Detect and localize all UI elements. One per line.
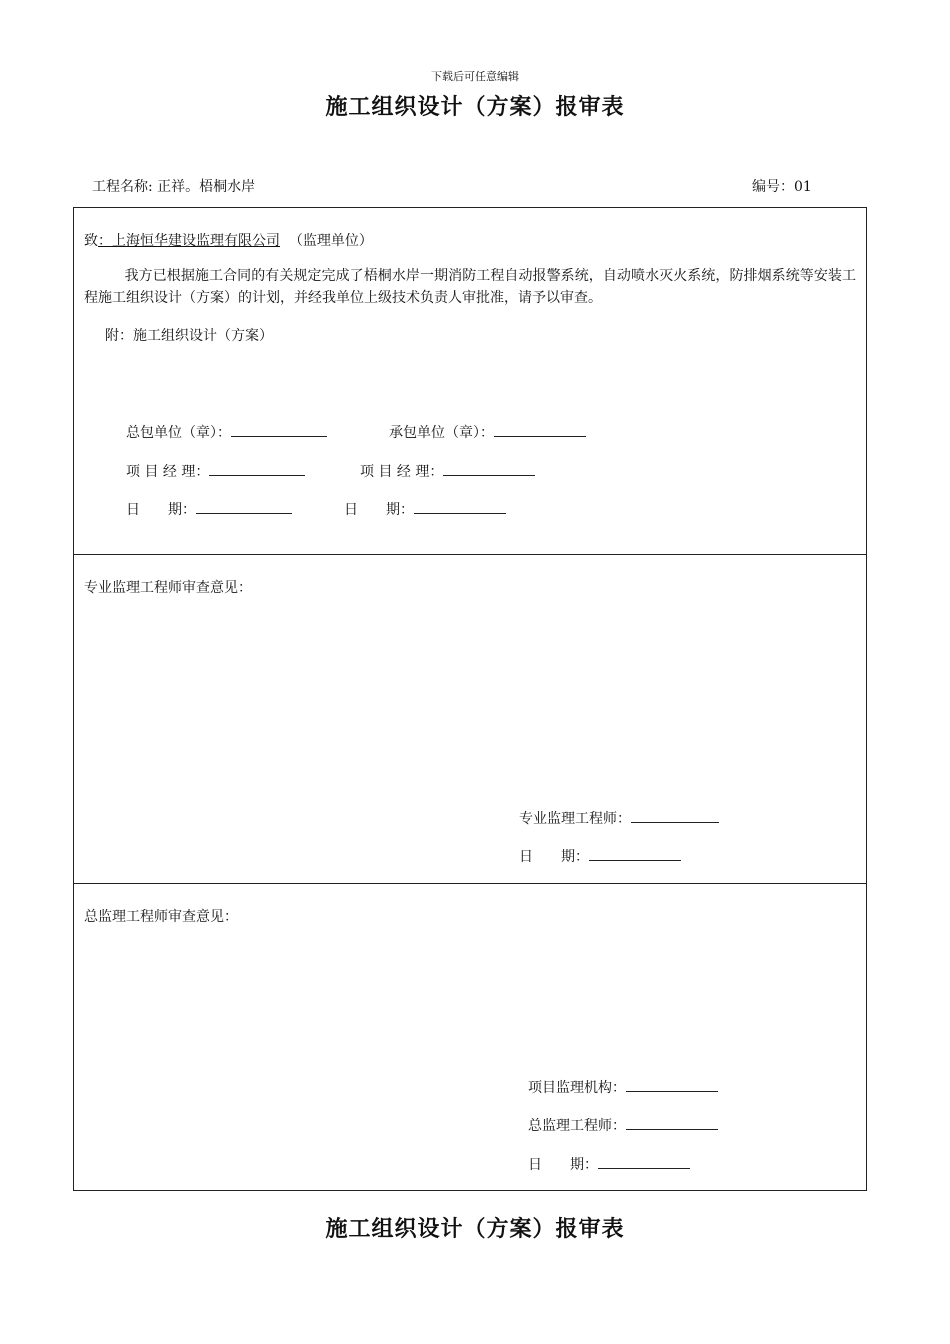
- project-label: 工程名称:: [92, 179, 153, 195]
- general-contractor-label: 总包单位（章）：: [126, 425, 231, 441]
- number-label: 编号：: [752, 179, 794, 195]
- general-contractor-blank: [231, 423, 327, 437]
- document-number: [752, 176, 812, 196]
- chief-engineer-label: 总监理工程师：: [528, 1118, 626, 1134]
- supervision-unit-name: ：上海恒华建设监理有限公司: [98, 233, 280, 249]
- project-value: 正祥。梧桐水岸: [157, 179, 256, 195]
- sub-pm-blank: [443, 462, 535, 476]
- specialist-engineer-label: 专业监理工程师：: [519, 811, 631, 827]
- general-date-blank: [196, 500, 292, 514]
- specialist-review-section: [74, 555, 866, 884]
- footer-title: 施工组织设计（方案）报审表: [325, 1216, 625, 1242]
- sub-date-line: [344, 499, 506, 519]
- addressee-line: [84, 230, 373, 250]
- subcontractor-blank: [494, 423, 586, 437]
- supervision-org-line: [528, 1077, 718, 1097]
- attachment-line: 附：施工组织设计（方案）: [105, 328, 273, 344]
- sub-pm-line: [360, 461, 535, 481]
- chief-engineer-line: [528, 1115, 718, 1135]
- review-form-table: [73, 207, 867, 1191]
- specialist-engineer-line: [519, 808, 719, 828]
- supervision-org-label: 项目监理机构：: [528, 1080, 626, 1096]
- subcontractor-label: 承包单位（章）：: [389, 425, 494, 441]
- submission-body-text: 我方已根据施工合同的有关规定完成了梧桐水岸一期消防工程自动报警系统，自动喷水灭火系统，防排烟系统等安装工程施工组织设计（方案）的计划，并经我单位上级技术负责人审批准，请予以审查。: [84, 268, 856, 306]
- specialist-date-blank: [589, 847, 681, 861]
- general-date-line: [126, 499, 292, 519]
- chief-date-blank: [598, 1155, 690, 1169]
- chief-engineer-blank: [626, 1116, 718, 1130]
- general-date-label: 日 期：: [126, 502, 196, 518]
- specialist-date-line: [519, 846, 681, 866]
- chief-review-heading: 总监理工程师审查意见：: [84, 909, 238, 925]
- chief-date-line: [528, 1154, 690, 1174]
- number-value: 01: [794, 179, 812, 195]
- general-pm-line: [126, 461, 305, 481]
- watermark-text: 下载后可任意编辑: [431, 70, 519, 83]
- addressee-suffix: （监理单位）: [288, 233, 373, 249]
- sub-pm-label: 项 目 经 理：: [360, 464, 444, 480]
- sub-date-blank: [414, 500, 506, 514]
- specialist-date-label: 日 期：: [519, 849, 589, 865]
- general-pm-label: 项 目 经 理：: [126, 464, 210, 480]
- sub-date-label: 日 期：: [344, 502, 414, 518]
- general-pm-blank: [209, 462, 305, 476]
- page-title: 施工组织设计（方案）报审表: [325, 94, 625, 120]
- specialist-review-heading: 专业监理工程师审查意见：: [84, 580, 252, 596]
- project-name: [92, 176, 255, 196]
- addressee-prefix: 致: [84, 233, 98, 249]
- chief-date-label: 日 期：: [528, 1157, 598, 1173]
- subcontractor-seal-line: [389, 422, 586, 442]
- supervision-org-blank: [626, 1078, 718, 1092]
- general-contractor-seal-line: [126, 422, 327, 442]
- submission-section: [74, 208, 866, 555]
- specialist-engineer-blank: [631, 809, 719, 823]
- chief-review-section: [74, 884, 866, 1192]
